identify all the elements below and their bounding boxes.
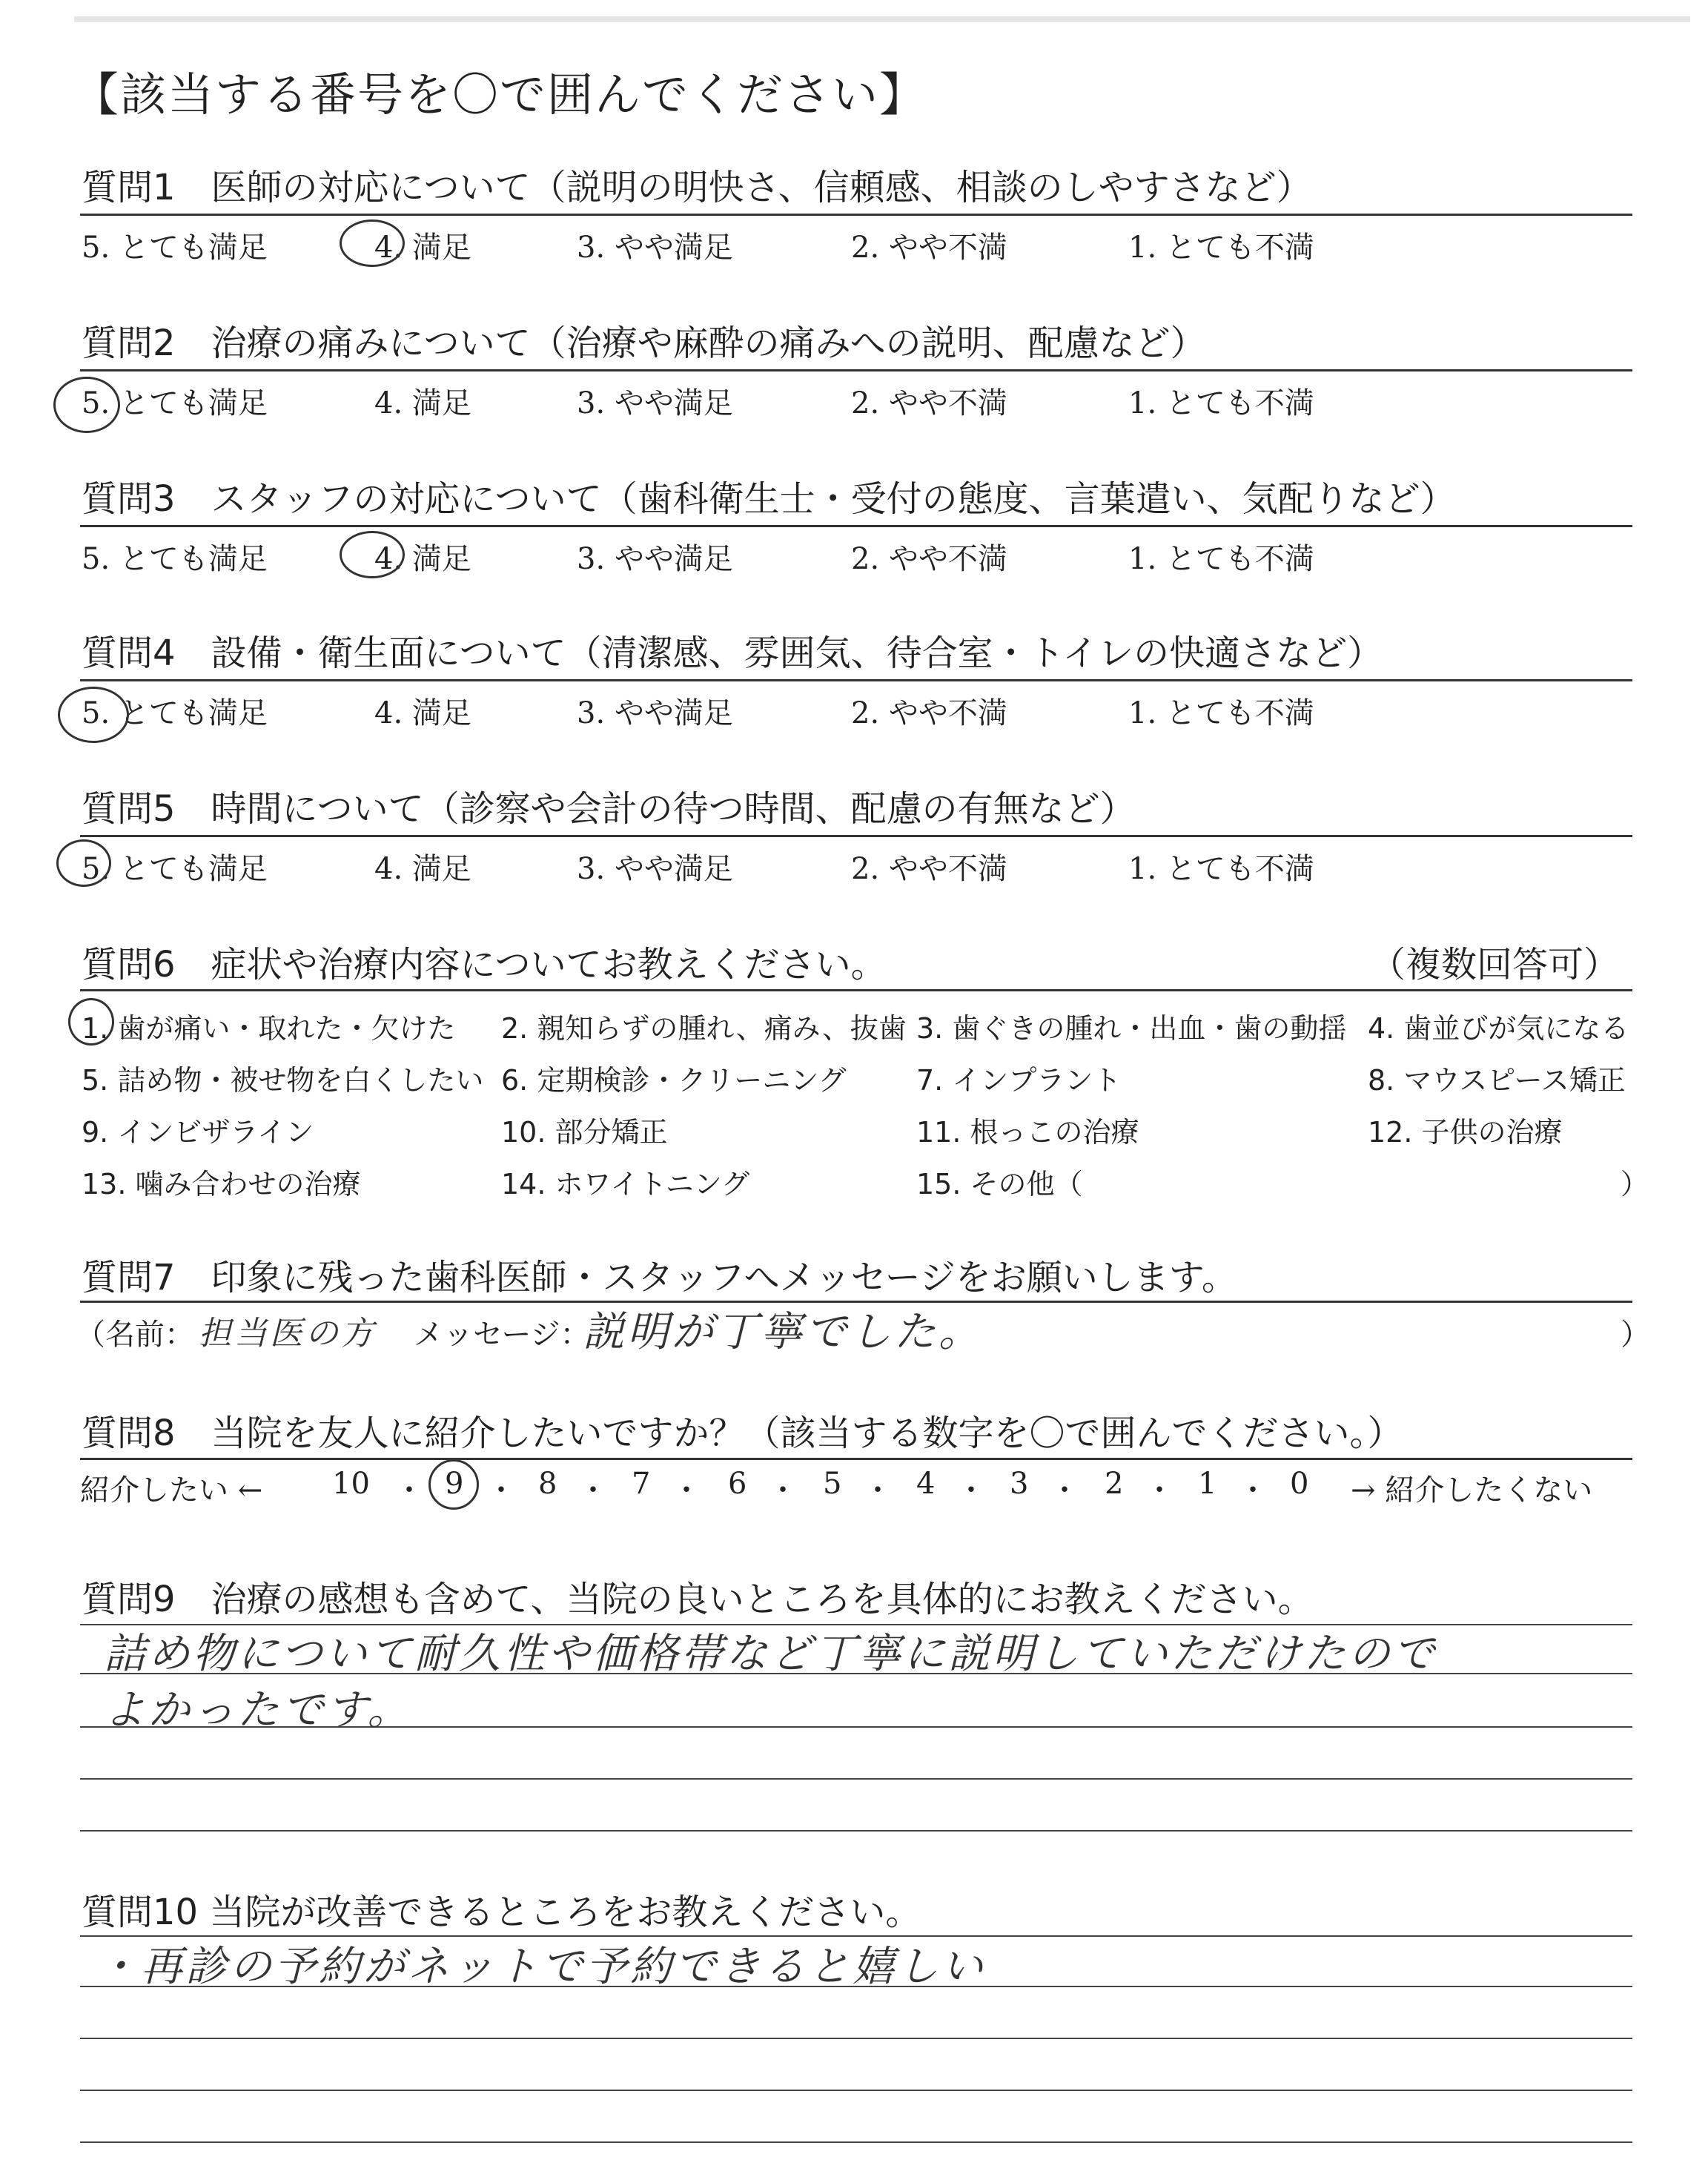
- q8-scale-7[interactable]: 7: [632, 1467, 651, 1501]
- q8-scale-4[interactable]: 4: [916, 1467, 936, 1501]
- q6-item-3[interactable]: 3. 歯ぐきの腫れ・出血・歯の動揺: [916, 1012, 1347, 1045]
- q9-heading: 質問9 治療の感想も含めて、当院の良いところを具体的にお教えください。: [82, 1579, 1314, 1620]
- q7-name-label: （名前：: [76, 1318, 194, 1352]
- q4-option-1[interactable]: 1. とても不満: [1128, 696, 1314, 730]
- q6-item-14[interactable]: 14. ホワイトニング: [501, 1168, 750, 1200]
- q8-scale-1[interactable]: 1: [1198, 1467, 1217, 1501]
- q8-sep: ・: [1145, 1473, 1174, 1507]
- q1-rule: [80, 214, 1632, 216]
- q2-heading: 質問2 治療の痛みについて（治療や麻酔の痛みへの説明、配慮など）: [82, 323, 1206, 364]
- q6-item-11[interactable]: 11. 根っこの治療: [916, 1116, 1139, 1149]
- q8-heading: 質問8 当院を友人に紹介したいですか？（該当する数字を〇で囲んでください。）: [82, 1413, 1403, 1454]
- q8-scale-9[interactable]: 9: [445, 1467, 464, 1501]
- q2-rule: [80, 369, 1632, 371]
- q6-heading: 質問6 症状や治療内容についてお教えください。: [82, 944, 887, 985]
- q10-answer-line-1[interactable]: ・再診の予約がネットで予約できると嬉しい: [96, 1943, 986, 1991]
- q6-item-1[interactable]: 1. 歯が痛い・取れた・欠けた: [82, 1012, 456, 1045]
- q8-scale-8[interactable]: 8: [538, 1467, 557, 1501]
- q7-heading: 質問7 印象に残った歯科医師・スタッフへメッセージをお願いします。: [82, 1257, 1237, 1298]
- q8-left-label: 紹介したい ←: [80, 1473, 263, 1507]
- q2-option-2[interactable]: 2. やや不満: [851, 386, 1007, 420]
- q3-option-5[interactable]: 5. とても満足: [82, 542, 268, 576]
- q6-item-10[interactable]: 10. 部分矯正: [501, 1116, 668, 1149]
- q8-sep: ・: [1238, 1473, 1268, 1507]
- q3-selected-circle: [340, 531, 405, 578]
- q3-option-3[interactable]: 3. やや満足: [577, 542, 733, 576]
- q4-option-5[interactable]: 5. とても満足: [82, 696, 268, 730]
- q3-option-1[interactable]: 1. とても不満: [1128, 542, 1314, 576]
- q2-option-4[interactable]: 4. 満足: [374, 386, 471, 420]
- q10-line-3: [80, 2038, 1632, 2039]
- q5-option-2[interactable]: 2. やや不満: [851, 852, 1007, 886]
- q6-item-2[interactable]: 2. 親知らずの腫れ、痛み、抜歯: [501, 1012, 907, 1045]
- q10-heading: 質問10 当院が改善できるところをお教えください。: [82, 1892, 921, 1933]
- q5-heading: 質問5 時間について（診察や会計の待つ時間、配慮の有無など）: [82, 788, 1136, 830]
- q8-sep: ・: [863, 1473, 893, 1507]
- q8-sep: ・: [956, 1473, 986, 1507]
- q8-rule: [80, 1458, 1632, 1460]
- q8-sep: ・: [672, 1473, 701, 1507]
- q9-answer-line-2[interactable]: よかったです。: [104, 1686, 412, 1734]
- q2-option-5[interactable]: 5. とても満足: [82, 386, 268, 420]
- q5-option-3[interactable]: 3. やや満足: [577, 852, 733, 886]
- q4-selected-circle: [58, 687, 129, 743]
- q6-item-7[interactable]: 7. インプラント: [916, 1064, 1122, 1097]
- q3-heading: 質問3 スタッフの対応について（歯科衛生士・受付の態度、言葉遣い、気配りなど）: [82, 478, 1456, 520]
- q8-scale-2[interactable]: 2: [1105, 1467, 1124, 1501]
- q1-option-2[interactable]: 2. やや不満: [851, 231, 1007, 265]
- q8-sep: ・: [486, 1473, 516, 1507]
- q1-heading: 質問1 医師の対応について（説明の明快さ、信頼感、相談のしやすさなど）: [82, 167, 1312, 208]
- q8-scale-3[interactable]: 3: [1010, 1467, 1029, 1501]
- q9-answer-line-1[interactable]: 詰め物について耐久性や価格帯など丁寧に説明していただけたので: [104, 1630, 1437, 1678]
- q8-scale-0[interactable]: 0: [1290, 1467, 1309, 1501]
- q7-name-value[interactable]: 担当医の方: [199, 1315, 377, 1353]
- q8-sep: ・: [578, 1473, 608, 1507]
- q1-option-5[interactable]: 5. とても満足: [82, 231, 268, 265]
- page-title: 【該当する番号を〇で囲んでください】: [73, 67, 927, 122]
- q7-message-label: メッセージ：: [414, 1318, 590, 1352]
- q1-option-1[interactable]: 1. とても不満: [1128, 231, 1314, 265]
- q6-item-13[interactable]: 13. 噛み合わせの治療: [82, 1168, 361, 1200]
- q9-line-5: [80, 1830, 1632, 1832]
- q6-item-15[interactable]: 15. その他（: [916, 1168, 1083, 1200]
- q7-message-value[interactable]: 説明が丁寧でした。: [583, 1308, 983, 1356]
- q10-line-5: [80, 2141, 1632, 2143]
- q5-option-4[interactable]: 4. 満足: [374, 852, 471, 886]
- q5-option-1[interactable]: 1. とても不満: [1128, 852, 1314, 886]
- q9-line-4: [80, 1778, 1632, 1780]
- q3-option-2[interactable]: 2. やや不満: [851, 542, 1007, 576]
- q6-note: （複数回答可）: [1370, 944, 1620, 985]
- q8-selected-circle: [428, 1459, 479, 1510]
- q8-scale-10[interactable]: 10: [332, 1467, 370, 1501]
- q6-item-5[interactable]: 5. 詰め物・被せ物を白くしたい: [82, 1064, 484, 1097]
- q4-option-3[interactable]: 3. やや満足: [577, 696, 733, 730]
- q7-close: ）: [1621, 1318, 1650, 1352]
- q5-rule: [80, 835, 1632, 837]
- scan-edge: [74, 16, 1690, 22]
- q8-sep: ・: [768, 1473, 798, 1507]
- q8-right-label: → 紹介したくない: [1351, 1473, 1593, 1507]
- q5-selected-circle: [56, 839, 111, 887]
- q8-sep: ・: [394, 1473, 424, 1507]
- q1-option-4[interactable]: 4. 満足: [374, 231, 471, 265]
- q2-selected-circle: [53, 377, 120, 433]
- q8-scale-5[interactable]: 5: [823, 1467, 842, 1501]
- q2-option-3[interactable]: 3. やや満足: [577, 386, 733, 420]
- q6-item-12[interactable]: 12. 子供の治療: [1368, 1116, 1563, 1149]
- q6-rule: [80, 989, 1632, 991]
- q1-selected-circle: [340, 219, 405, 267]
- q6-item-8[interactable]: 8. マウスピース矯正: [1368, 1064, 1626, 1097]
- q6-item-6[interactable]: 6. 定期検診・クリーニング: [501, 1064, 847, 1097]
- q4-rule: [80, 679, 1632, 681]
- q1-option-3[interactable]: 3. やや満足: [577, 231, 733, 265]
- q4-option-4[interactable]: 4. 満足: [374, 696, 471, 730]
- q6-selected-circle: [68, 998, 114, 1046]
- q6-item-4[interactable]: 4. 歯並びが気になる: [1368, 1012, 1629, 1045]
- q8-scale-6[interactable]: 6: [728, 1467, 747, 1501]
- q5-option-5[interactable]: 5. とても満足: [82, 852, 268, 886]
- q3-option-4[interactable]: 4. 満足: [374, 542, 471, 576]
- q10-line-4: [80, 2090, 1632, 2091]
- q2-option-1[interactable]: 1. とても不満: [1128, 386, 1314, 420]
- q8-sep: ・: [1050, 1473, 1079, 1507]
- q3-rule: [80, 525, 1632, 527]
- q4-option-2[interactable]: 2. やや不満: [851, 696, 1007, 730]
- q4-heading: 質問4 設備・衛生面について（清潔感、雰囲気、待合室・トイレの快適さなど）: [82, 633, 1383, 674]
- q6-item-9[interactable]: 9. インビザライン: [82, 1116, 314, 1149]
- q6-item-15-close: ）: [1621, 1168, 1649, 1200]
